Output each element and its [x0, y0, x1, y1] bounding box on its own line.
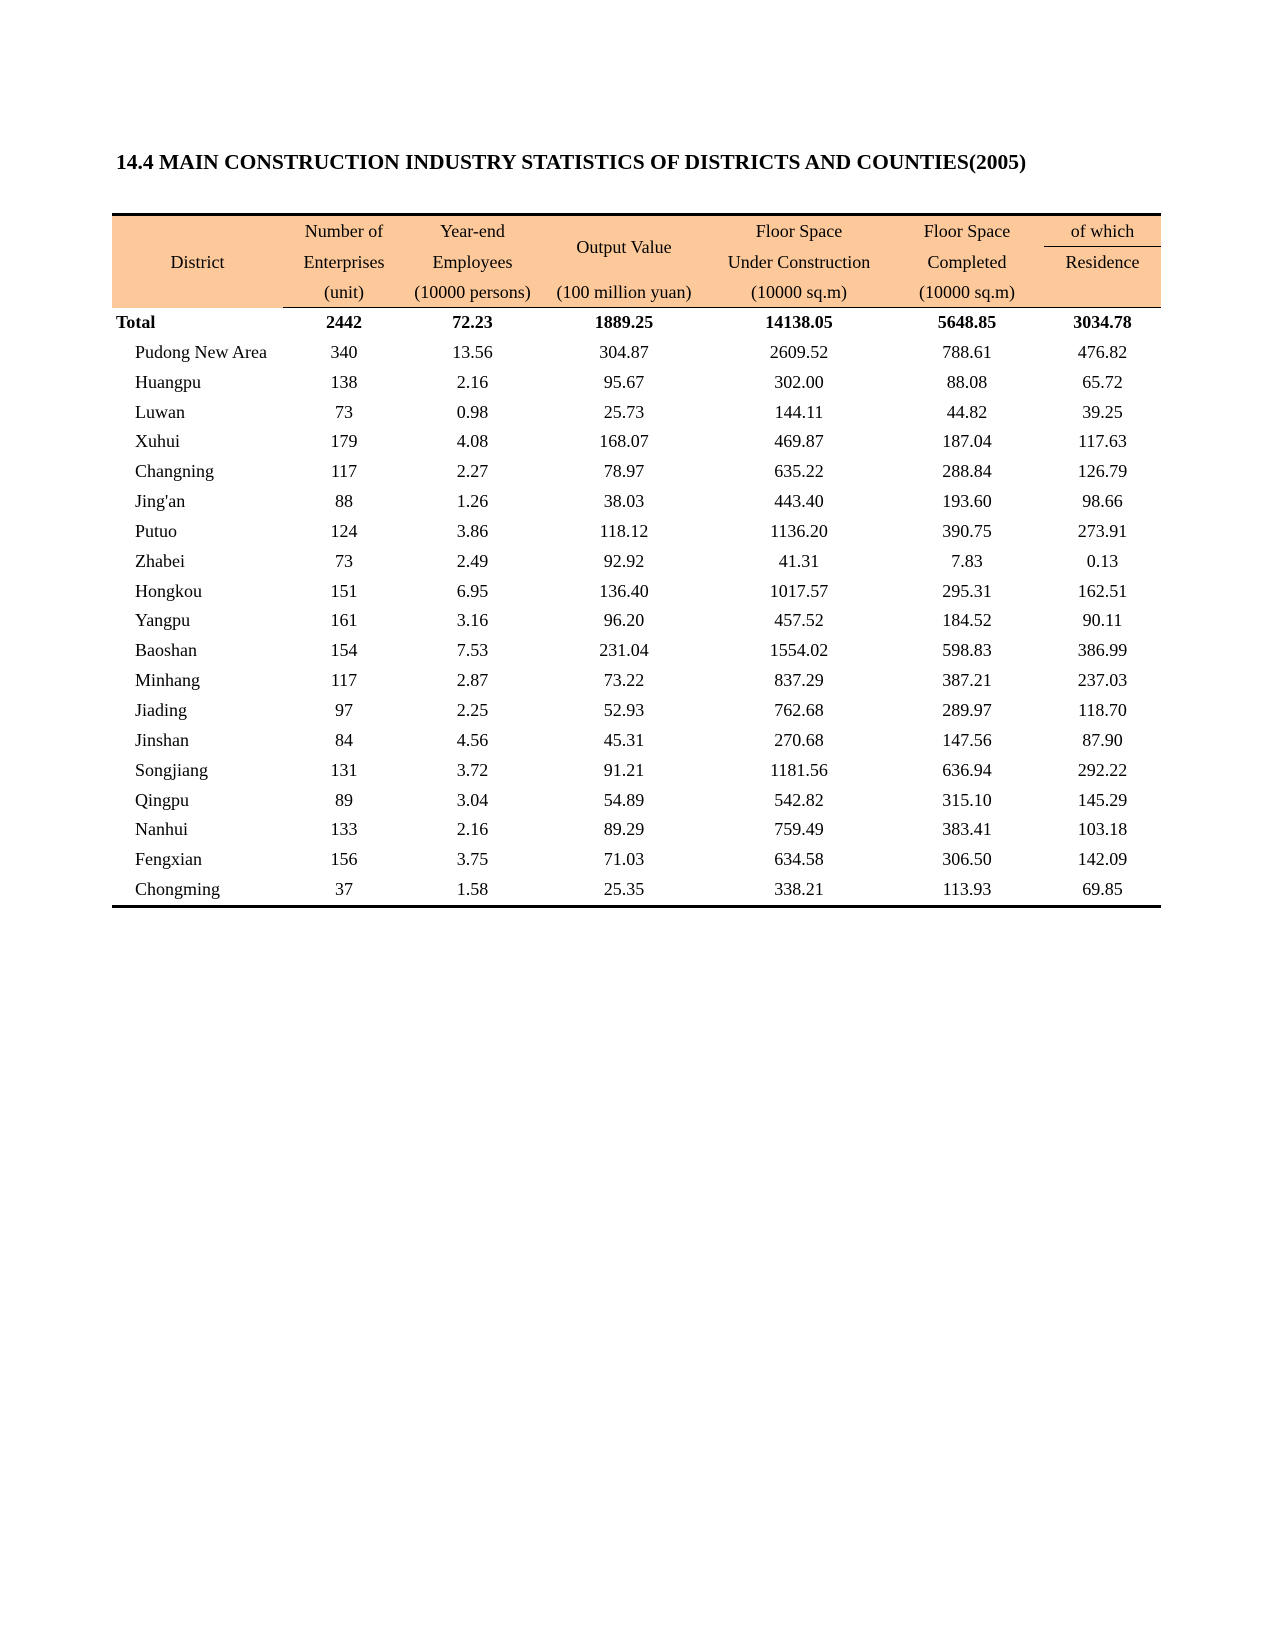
under-construction-cell: 302.00 — [774, 371, 824, 392]
completed-cell: 113.93 — [890, 875, 1044, 906]
district-name: Fengxian — [135, 849, 202, 870]
district-name: Putuo — [135, 520, 178, 541]
residence-cell: 386.99 — [1077, 640, 1128, 661]
enterprises-cell: 154 — [330, 640, 358, 661]
district-name: Chongming — [112, 875, 283, 906]
statistics-table — [112, 213, 1161, 908]
enterprises-cell: 131 — [330, 759, 358, 780]
completed-cell: 598.83 — [942, 640, 992, 661]
column-header-residence-line2: Residence — [1044, 247, 1161, 278]
output-cell: 89.29 — [603, 819, 645, 840]
total-under-construction: 14138.05 — [765, 312, 833, 332]
table-body — [112, 308, 1161, 907]
district-name: Jiading — [135, 699, 187, 720]
output-cell: 71.03 — [603, 849, 645, 870]
employees-cell: 0.98 — [456, 401, 489, 422]
enterprises-cell: 73 — [335, 550, 353, 571]
completed-cell: 44.82 — [946, 401, 988, 422]
table-row — [112, 338, 1161, 368]
column-header-employees-line1: Year-end — [405, 215, 540, 247]
district-name: Yangpu — [135, 610, 191, 631]
district-name: Jing'an — [135, 491, 186, 512]
enterprises-cell: 88 — [335, 491, 353, 512]
enterprises-cell: 138 — [330, 371, 358, 392]
completed-cell: 390.75 — [942, 520, 992, 541]
output-cell: 136.40 — [599, 580, 649, 601]
enterprises-cell: 97 — [335, 699, 353, 720]
table-row — [112, 368, 1161, 398]
completed-cell: 288.84 — [942, 461, 992, 482]
residence-cell: 126.79 — [1077, 461, 1128, 482]
enterprises-cell: 117 — [330, 461, 358, 482]
column-header-output-unit: (100 million yuan) — [540, 277, 708, 308]
under-construction-cell: 469.87 — [774, 431, 824, 452]
completed-cell: 147.56 — [942, 729, 992, 750]
employees-cell: 1.58 — [405, 875, 540, 906]
completed-cell: 184.52 — [942, 610, 992, 631]
employees-cell: 2.49 — [456, 550, 489, 571]
employees-cell: 2.87 — [456, 670, 489, 691]
enterprises-cell: 133 — [330, 819, 358, 840]
under-construction-cell: 837.29 — [774, 670, 824, 691]
table-row — [112, 517, 1161, 547]
employees-cell: 7.53 — [456, 640, 489, 661]
enterprises-cell: 84 — [335, 729, 353, 750]
employees-cell: 1.26 — [456, 491, 489, 512]
table-row — [112, 696, 1161, 726]
completed-cell: 306.50 — [942, 849, 992, 870]
under-construction-cell: 542.82 — [774, 789, 824, 810]
output-cell: 304.87 — [599, 341, 649, 362]
table-row — [112, 577, 1161, 607]
under-construction-cell: 759.49 — [774, 819, 824, 840]
completed-cell: 383.41 — [942, 819, 992, 840]
table-row — [112, 875, 1161, 906]
under-construction-cell: 762.68 — [774, 699, 824, 720]
residence-cell: 0.13 — [1086, 550, 1119, 571]
residence-cell: 476.82 — [1077, 341, 1128, 362]
completed-cell: 788.61 — [942, 341, 992, 362]
table-row — [112, 786, 1161, 816]
completed-cell: 193.60 — [942, 491, 992, 512]
under-construction-cell: 1181.56 — [770, 759, 828, 780]
under-construction-cell: 2609.52 — [769, 341, 829, 362]
enterprises-cell: 117 — [330, 670, 358, 691]
table-row — [112, 636, 1161, 666]
table-row — [112, 547, 1161, 577]
district-name: Songjiang — [135, 759, 209, 780]
output-cell: 38.03 — [603, 491, 645, 512]
employees-cell: 3.04 — [456, 789, 489, 810]
residence-cell: 162.51 — [1077, 580, 1128, 601]
output-cell: 231.04 — [599, 640, 649, 661]
residence-cell: 87.90 — [1082, 729, 1123, 750]
total-completed: 5648.85 — [937, 312, 997, 332]
column-header-residence-unit — [1044, 277, 1161, 308]
under-construction-cell: 1136.20 — [770, 520, 828, 541]
output-cell: 91.21 — [603, 759, 645, 780]
employees-cell: 13.56 — [452, 341, 493, 362]
employees-cell: 2.25 — [456, 699, 489, 720]
output-cell: 95.67 — [603, 371, 645, 392]
enterprises-cell: 151 — [330, 580, 358, 601]
district-name: Hongkou — [135, 580, 202, 601]
district-name: Changning — [135, 461, 214, 482]
district-name: Nanhui — [135, 819, 188, 840]
enterprises-cell: 124 — [330, 520, 358, 541]
total-label: Total — [116, 311, 156, 332]
output-cell: 25.73 — [603, 401, 645, 422]
table-row — [112, 398, 1161, 428]
residence-cell: 98.66 — [1082, 491, 1123, 512]
column-header-completed-line1: Floor Space — [890, 215, 1044, 247]
enterprises-cell: 156 — [330, 849, 358, 870]
under-construction-cell: 338.21 — [708, 875, 890, 906]
district-name: Huangpu — [135, 371, 201, 392]
enterprises-cell: 179 — [330, 431, 358, 452]
residence-cell: 117.63 — [1078, 431, 1127, 452]
output-cell: 168.07 — [599, 431, 649, 452]
column-header-district: District — [112, 215, 283, 308]
under-construction-cell: 635.22 — [774, 461, 824, 482]
under-construction-cell: 457.52 — [774, 610, 824, 631]
column-header-completed-line2: Completed — [890, 247, 1044, 278]
completed-cell: 295.31 — [942, 580, 992, 601]
under-construction-cell: 41.31 — [778, 550, 820, 571]
employees-cell: 2.16 — [456, 371, 489, 392]
output-cell: 45.31 — [603, 729, 645, 750]
district-name: Qingpu — [135, 789, 189, 810]
output-cell: 92.92 — [603, 550, 645, 571]
enterprises-cell: 161 — [330, 610, 358, 631]
district-name: Luwan — [135, 401, 185, 422]
column-header-under-construction-line2: Under Construction — [708, 247, 890, 278]
under-construction-cell: 1554.02 — [769, 640, 829, 661]
table-row — [112, 726, 1161, 756]
enterprises-cell: 340 — [330, 341, 358, 362]
employees-cell: 2.27 — [456, 461, 489, 482]
column-header-enterprises-unit: (unit) — [283, 277, 405, 308]
table-header — [112, 215, 1161, 308]
column-header-employees-line2: Employees — [405, 247, 540, 278]
output-cell: 73.22 — [603, 670, 645, 691]
completed-cell: 187.04 — [942, 431, 992, 452]
district-name: Pudong New Area — [135, 341, 267, 362]
total-employees: 72.23 — [452, 312, 493, 332]
completed-cell: 289.97 — [942, 699, 992, 720]
column-header-enterprises-line1: Number of — [283, 215, 405, 247]
under-construction-cell: 634.58 — [774, 849, 824, 870]
column-header-output-line1: Output Value — [540, 215, 708, 278]
under-construction-cell: 1017.57 — [769, 580, 829, 601]
employees-cell: 3.86 — [456, 520, 489, 541]
table-row — [112, 427, 1161, 457]
output-cell: 96.20 — [603, 610, 645, 631]
residence-cell: 292.22 — [1077, 759, 1128, 780]
total-enterprises: 2442 — [326, 312, 362, 332]
residence-cell: 237.03 — [1077, 670, 1128, 691]
completed-cell: 315.10 — [942, 789, 992, 810]
employees-cell: 2.16 — [456, 819, 489, 840]
table-row — [112, 815, 1161, 845]
employees-cell: 3.16 — [456, 610, 489, 631]
employees-cell: 4.08 — [456, 431, 489, 452]
residence-cell: 69.85 — [1044, 875, 1161, 906]
enterprises-cell: 89 — [335, 789, 353, 810]
completed-cell: 387.21 — [942, 670, 992, 691]
output-cell: 118.12 — [599, 520, 649, 541]
completed-cell: 636.94 — [942, 759, 992, 780]
enterprises-cell: 73 — [335, 401, 353, 422]
residence-cell: 118.70 — [1078, 699, 1127, 720]
district-name: Baoshan — [135, 640, 197, 661]
residence-cell: 39.25 — [1082, 401, 1123, 422]
completed-cell: 88.08 — [946, 371, 988, 392]
residence-cell: 145.29 — [1077, 789, 1128, 810]
residence-cell: 90.11 — [1082, 610, 1123, 631]
residence-cell: 103.18 — [1077, 819, 1128, 840]
output-cell: 25.35 — [540, 875, 708, 906]
residence-cell: 65.72 — [1082, 371, 1123, 392]
column-header-residence-line1: of which — [1044, 215, 1161, 247]
page-title: 14.4 MAIN CONSTRUCTION INDUSTRY STATISTICS OF DISTRICTS AND COUNTIES(2005) — [116, 150, 1027, 174]
employees-cell: 6.95 — [456, 580, 489, 601]
district-name: Xuhui — [135, 431, 180, 452]
column-header-under-construction-line1: Floor Space — [708, 215, 890, 247]
residence-cell: 142.09 — [1077, 849, 1128, 870]
total-row — [112, 308, 1161, 338]
output-cell: 54.89 — [603, 789, 645, 810]
under-construction-cell: 144.11 — [774, 401, 824, 422]
total-output: 1889.25 — [594, 312, 654, 332]
enterprises-cell: 37 — [283, 875, 405, 906]
table-row — [112, 487, 1161, 517]
table-row — [112, 756, 1161, 786]
table-row — [112, 666, 1161, 696]
table-row — [112, 457, 1161, 487]
output-cell: 52.93 — [603, 699, 645, 720]
under-construction-cell: 270.68 — [774, 729, 824, 750]
employees-cell: 3.75 — [456, 849, 489, 870]
completed-cell: 7.83 — [951, 550, 983, 571]
under-construction-cell: 443.40 — [774, 491, 824, 512]
employees-cell: 3.72 — [456, 759, 489, 780]
output-cell: 78.97 — [603, 461, 645, 482]
column-header-employees-unit: (10000 persons) — [405, 277, 540, 308]
column-header-under-construction-unit: (10000 sq.m) — [708, 277, 890, 308]
residence-cell: 273.91 — [1077, 520, 1128, 541]
total-residence: 3034.78 — [1073, 312, 1132, 332]
column-header-completed-unit: (10000 sq.m) — [890, 277, 1044, 308]
district-name: Zhabei — [135, 550, 185, 571]
employees-cell: 4.56 — [456, 729, 489, 750]
district-name: Jinshan — [135, 729, 189, 750]
column-header-enterprises-line2: Enterprises — [283, 247, 405, 278]
table-row — [112, 845, 1161, 875]
district-name: Minhang — [135, 670, 200, 691]
table-row — [112, 606, 1161, 636]
